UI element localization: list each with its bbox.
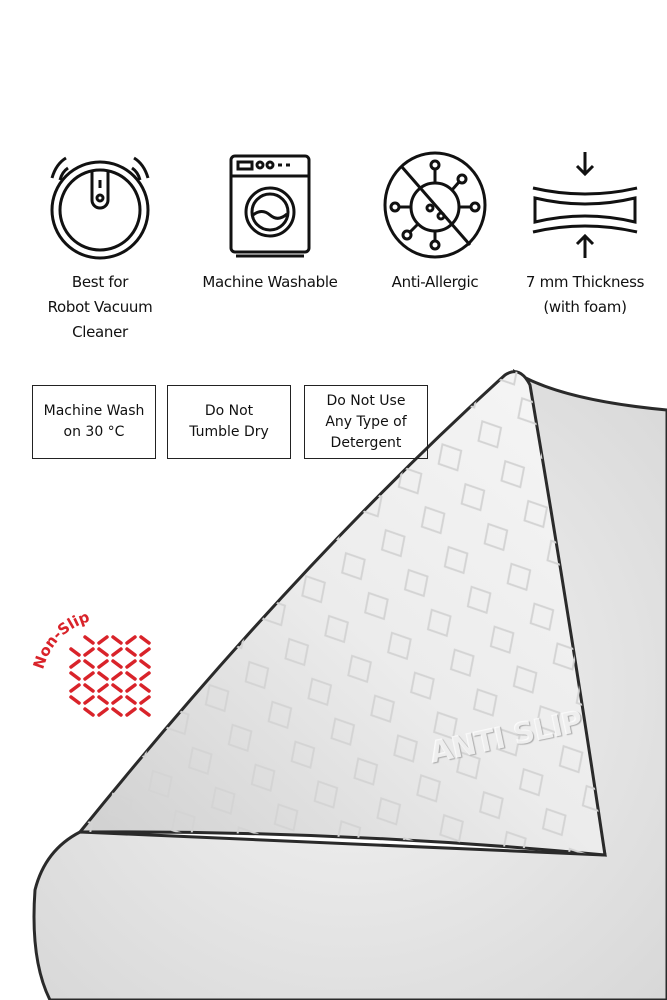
tread-dash [71, 697, 79, 703]
feature-machine-washable [195, 150, 345, 295]
care-no-detergent: Do Not Use Any Type of Detergent [304, 385, 428, 459]
tread-dash [113, 637, 121, 643]
tread-dash [85, 697, 93, 703]
tread-dash [99, 637, 107, 643]
tread-dash [99, 709, 107, 715]
tread-dash [141, 709, 149, 715]
tread-dash [127, 649, 135, 655]
tread-dash [113, 709, 121, 715]
feature-anti-allergic [360, 150, 510, 295]
tread-dash [85, 685, 93, 691]
tread-dash [113, 685, 121, 691]
care-no-tumble-dry: Do Not Tumble Dry [167, 385, 291, 459]
no-virus-icon [375, 150, 495, 260]
feature-robot-vacuum [25, 150, 175, 345]
feature-thickness [510, 150, 660, 320]
non-slip-badge [25, 600, 165, 735]
tread-dash [127, 685, 135, 691]
care-machine-wash-30: Machine Wash on 30 °C [32, 385, 156, 459]
tread-dash [99, 673, 107, 679]
tread-dash [141, 649, 149, 655]
tread-dash [141, 637, 149, 643]
tread-dash [127, 637, 135, 643]
tread-dash [113, 673, 121, 679]
feature-label: 7 mm Thickness (with foam) [525, 273, 645, 316]
tread-dash [141, 697, 149, 703]
tread-dash [113, 649, 121, 655]
thickness-icon [525, 150, 645, 260]
tread-dash [113, 697, 121, 703]
feature-label: Anti-Allergic [391, 273, 479, 291]
tread-dash [99, 697, 107, 703]
tread-dash [127, 709, 135, 715]
tread-dash [71, 673, 79, 679]
tread-dash [85, 661, 93, 667]
tread-dash [85, 637, 93, 643]
feature-label: Best for Robot Vacuum Cleaner [47, 273, 153, 341]
tread-dash [85, 649, 93, 655]
tread-dash [127, 673, 135, 679]
anti-slip-emboss: ANTI SLIP [426, 704, 586, 771]
non-slip-label: Non-Slip [29, 607, 92, 672]
tread-dash [99, 649, 107, 655]
tread-dash [141, 673, 149, 679]
robot-vacuum-icon [40, 150, 160, 260]
tread-dash [85, 673, 93, 679]
tread-dash [113, 661, 121, 667]
tread-dash [127, 697, 135, 703]
feature-label: Machine Washable [202, 273, 338, 291]
tread-dash [71, 661, 79, 667]
tread-dash [99, 685, 107, 691]
tread-dash [85, 709, 93, 715]
tread-dash [71, 649, 79, 655]
washing-machine-icon [210, 150, 330, 260]
tread-dash [71, 685, 79, 691]
tread-dash [141, 685, 149, 691]
tread-dash [127, 661, 135, 667]
tread-dash [99, 661, 107, 667]
tread-dash [141, 661, 149, 667]
